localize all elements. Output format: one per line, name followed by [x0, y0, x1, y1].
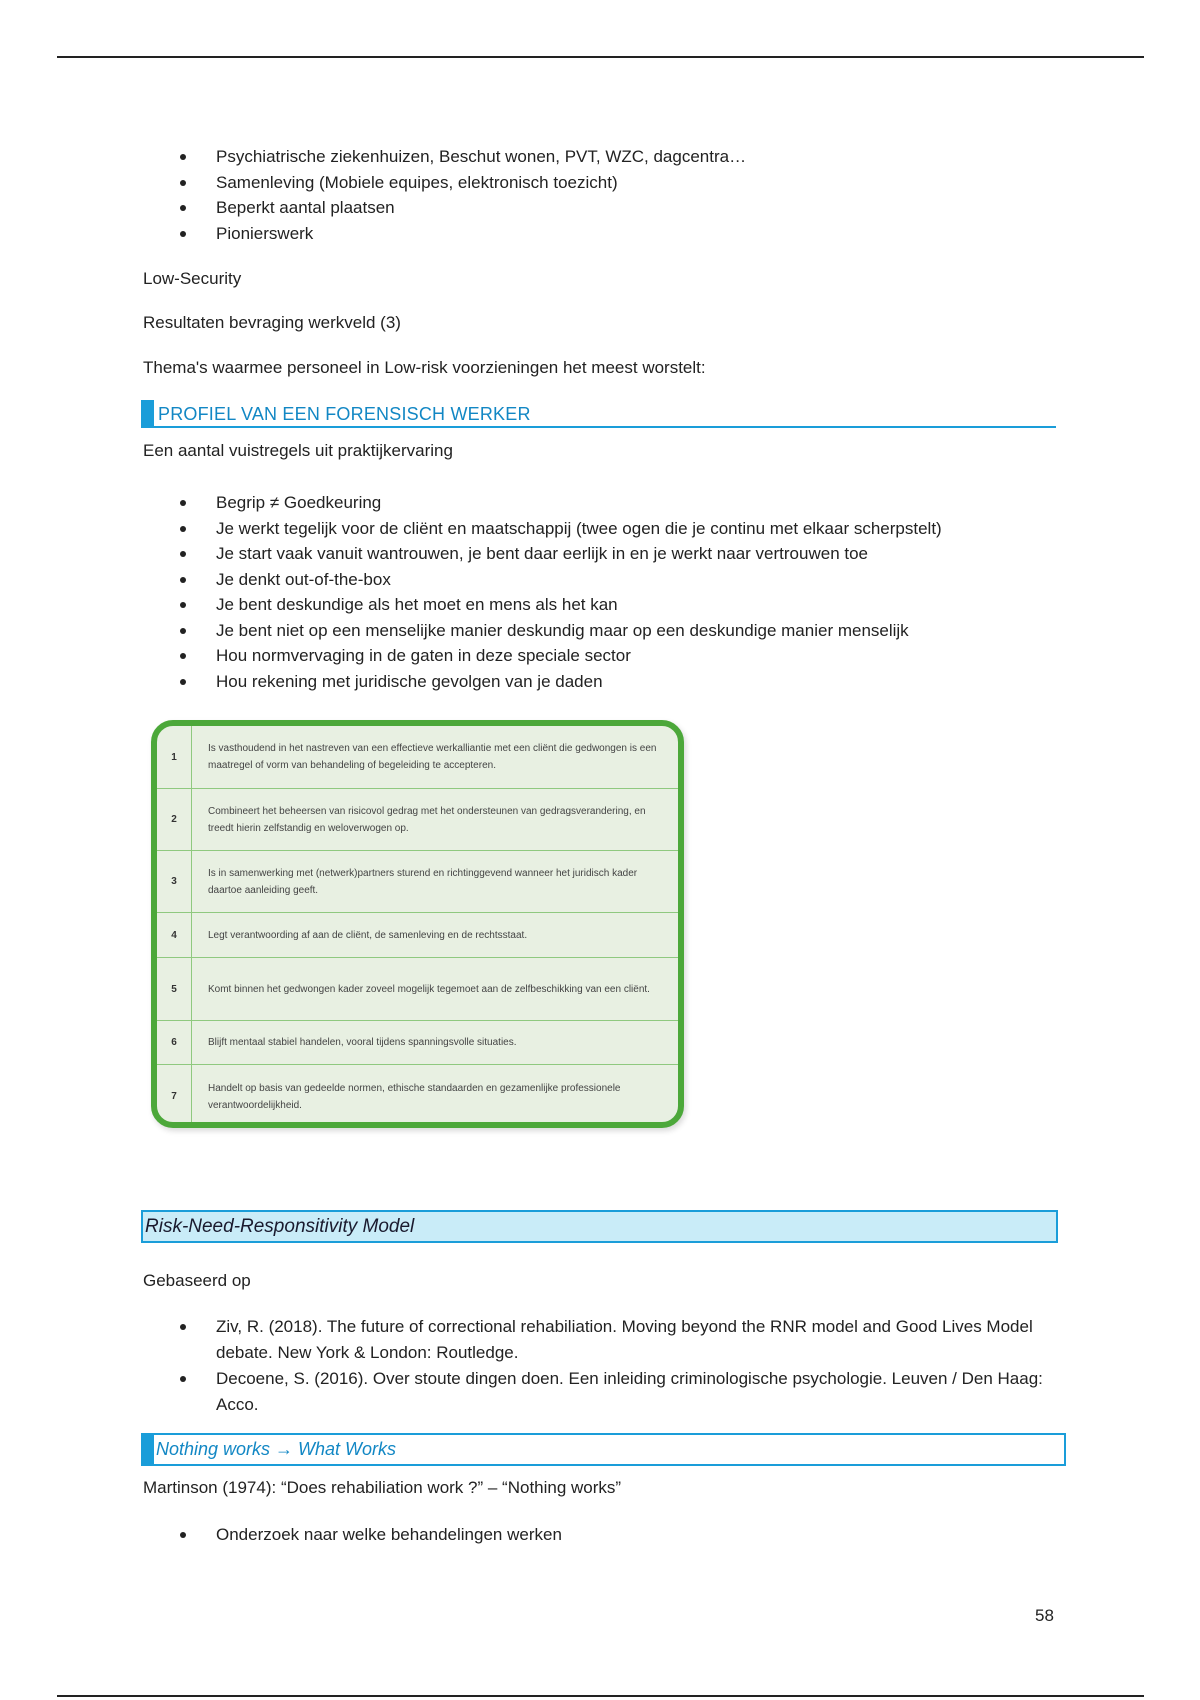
- list-item: Je werkt tegelijk voor de cliënt en maatschappij (twee ogen die je continu met elkaar scherpstelt): [143, 516, 1103, 542]
- row-text: Blijft mentaal stabiel handelen, vooral tijdens spanningsvolle situaties.: [208, 1037, 517, 1048]
- themas-label: Thema's waarmee personeel in Low-risk voorzieningen het meest worstelt:: [143, 358, 706, 377]
- table-row: [157, 851, 678, 913]
- vuistregels-intro: Een aantal vuistregels uit praktijkervaring: [143, 441, 453, 460]
- row-text: Combineert het beheersen van risicovol gedrag met het ondersteunen van gedragsverandering, en treedt hierin zelfstandig en weloverwogen op.: [208, 805, 646, 834]
- row-text: Is in samenwerking met (netwerk)partners sturend en richtinggevend wanneer het juridisch kader daartoe aanleiding geeft.: [208, 867, 638, 896]
- row-number: 3: [157, 851, 192, 912]
- low-security-label: Low-Security: [143, 269, 242, 288]
- footer-rule: [57, 1695, 1144, 1697]
- table-row: [157, 1021, 678, 1065]
- list-item: Je bent niet op een menselijke manier deskundig maar op een deskundige manier menselijk: [143, 618, 1103, 644]
- section-heading-profiel: PROFIEL VAN EEN FORENSISCH WERKER: [141, 400, 1056, 428]
- competency-table: [151, 720, 684, 1128]
- list-item: Hou normvervaging in de gaten in deze speciale sector: [143, 643, 1103, 669]
- row-text: Handelt op basis van gedeelde normen, ethische standaarden en gezamenlijke professionele verantwoordelijkheid.: [208, 1082, 621, 1111]
- header-rule: [57, 56, 1144, 58]
- list-item: Pionierswerk: [143, 221, 1043, 247]
- list-item: Je denkt out-of-the-box: [143, 567, 1103, 593]
- row-number: 2: [157, 789, 192, 850]
- section-heading-nothing-works: Nothing works → What Works: [141, 1433, 1066, 1466]
- table-row: [157, 958, 678, 1021]
- settings-list: [143, 144, 1043, 246]
- list-item: Onderzoek naar welke behandelingen werken: [143, 1522, 1043, 1548]
- vuistregels-list: [143, 490, 1103, 694]
- list-item: Decoene, S. (2016). Over stoute dingen doen. Een inleiding criminologische psychologie. Leuven / Den Haag: Acco.: [143, 1366, 1055, 1417]
- list-item: Samenleving (Mobiele equipes, elektronisch toezicht): [143, 170, 1043, 196]
- resultaten-label: Resultaten bevraging werkveld (3): [143, 313, 401, 332]
- row-number: 6: [157, 1021, 192, 1064]
- row-text: Is vasthoudend in het nastreven van een effectieve werkalliantie met een cliënt die gedwongen is een maatregel of vorm van behandeling of begeleiding te accepteren.: [208, 743, 657, 771]
- list-item: Psychiatrische ziekenhuizen, Beschut wonen, PVT, WZC, dagcentra…: [143, 144, 1043, 170]
- row-text: Legt verantwoording af aan de cliënt, de samenleving en de rechtsstaat.: [208, 929, 528, 941]
- references-list: [143, 1314, 1055, 1417]
- martinson-quote: Martinson (1974): “Does rehabiliation work ?” – “Nothing works”: [143, 1478, 622, 1497]
- row-number: 4: [157, 913, 192, 957]
- table-row: [157, 913, 678, 958]
- gebaseerd-op-label: Gebaseerd op: [143, 1271, 251, 1290]
- list-item: Ziv, R. (2018). The future of correctional rehabiliation. Moving beyond the RNR model and Good Lives Model debate. New York & London: Routledge.: [143, 1314, 1055, 1365]
- page-number: 58: [1035, 1606, 1054, 1625]
- section-heading-rnr: Risk-Need-Responsitivity Model: [141, 1210, 1058, 1243]
- onderzoek-list: [143, 1522, 1043, 1548]
- table-row: [157, 789, 678, 851]
- row-text: Komt binnen het gedwongen kader zoveel mogelijk tegemoet aan de zelfbeschikking van een cliënt.: [208, 983, 650, 995]
- table-row: [157, 726, 678, 789]
- list-item: Je bent deskundige als het moet en mens als het kan: [143, 592, 1103, 618]
- row-number: 1: [157, 726, 192, 788]
- row-number: 7: [157, 1065, 192, 1128]
- row-number: 5: [157, 958, 192, 1020]
- list-item: Hou rekening met juridische gevolgen van je daden: [143, 669, 1103, 695]
- list-item: Beperkt aantal plaatsen: [143, 195, 1043, 221]
- list-item: Begrip ≠ Goedkeuring: [143, 490, 1103, 516]
- list-item: Je start vaak vanuit wantrouwen, je bent daar eerlijk in en je werkt naar vertrouwen toe: [143, 541, 1103, 567]
- table-row: [157, 1065, 678, 1128]
